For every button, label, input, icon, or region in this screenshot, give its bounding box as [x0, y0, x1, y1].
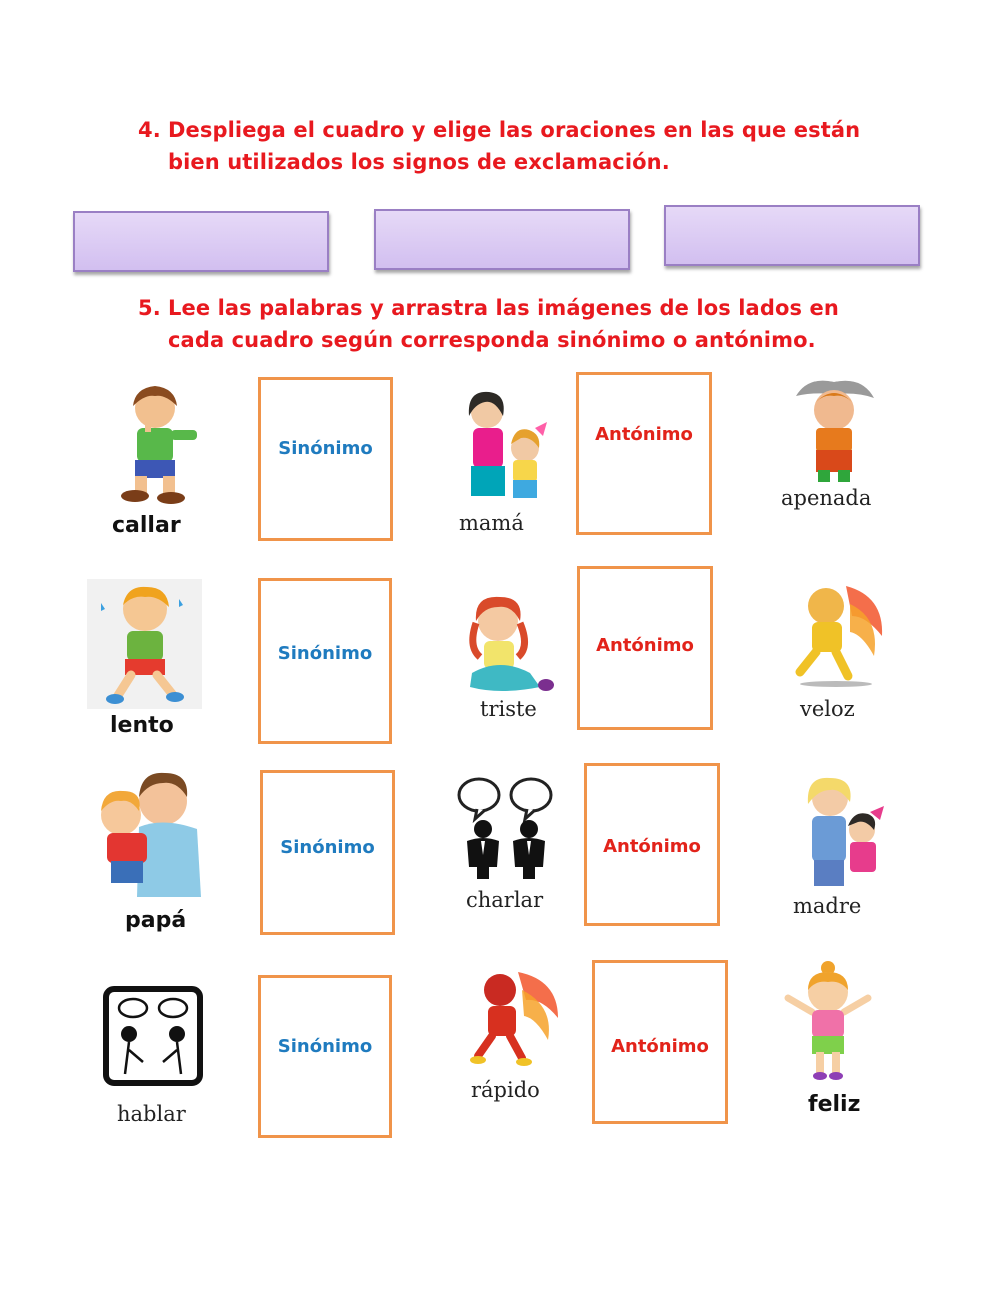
tired-boy-running-image: [87, 579, 202, 709]
synonym-dropzone-1[interactable]: [258, 377, 393, 541]
answer-dropdown-1[interactable]: [73, 211, 329, 272]
synonym-label: Sinónimo: [277, 1036, 373, 1057]
sad-child-image[interactable]: [788, 376, 880, 484]
synonym-label: Sinónimo: [280, 837, 375, 858]
word-rapido: rápido: [471, 1078, 540, 1102]
speedy-hero-image[interactable]: [462, 962, 562, 1074]
mother-hugging-girl-image[interactable]: [794, 770, 888, 890]
happy-girl-image[interactable]: [778, 960, 878, 1084]
word-feliz: feliz: [808, 1092, 861, 1117]
word-madre: madre: [793, 894, 862, 918]
crying-girl-image[interactable]: [460, 587, 556, 699]
synonym-dropzone-3[interactable]: [260, 770, 395, 935]
hablar-pictogram-image: [103, 986, 203, 1086]
synonym-dropzone-4[interactable]: [258, 975, 392, 1138]
antonym-label: Antónimo: [603, 836, 701, 857]
question-number: 5.: [138, 296, 161, 320]
word-mama: mamá: [459, 511, 524, 535]
word-callar: callar: [112, 513, 181, 538]
answer-dropdown-2[interactable]: [374, 209, 630, 270]
antonym-dropzone-2[interactable]: [577, 566, 713, 730]
word-lento: lento: [110, 713, 174, 738]
answer-dropdown-3[interactable]: [664, 205, 920, 266]
word-charlar: charlar: [466, 888, 544, 912]
question-text: Despliega el cuadro y elige las oraciones en las que están bien utilizados los signos de exclamación.: [168, 118, 861, 174]
synonym-dropzone-2[interactable]: [258, 578, 392, 744]
two-people-talking-image[interactable]: [455, 775, 557, 879]
antonym-dropzone-1[interactable]: [576, 372, 712, 535]
word-apenada: apenada: [781, 486, 872, 510]
fast-runner-image[interactable]: [786, 576, 886, 688]
question-number: 4.: [138, 118, 161, 142]
question-text: Lee las palabras y arrastra las imágenes de los lados en cada cuadro según corresponda sinónimo o antónimo.: [168, 296, 839, 352]
antonym-dropzone-4[interactable]: [592, 960, 728, 1124]
word-papa: papá: [125, 908, 187, 933]
antonym-label: Antónimo: [596, 635, 694, 656]
synonym-label: Sinónimo: [278, 438, 373, 459]
antonym-label: Antónimo: [611, 1036, 709, 1057]
antonym-label: Antónimo: [595, 424, 693, 445]
synonym-label: Sinónimo: [277, 643, 373, 664]
word-triste: triste: [480, 697, 537, 721]
question-4: [138, 114, 898, 180]
mother-hugging-daughter-image[interactable]: [455, 386, 555, 510]
boy-shushing-image: [105, 380, 205, 505]
word-veloz: veloz: [800, 697, 855, 721]
question-5: [138, 292, 898, 358]
antonym-dropzone-3[interactable]: [584, 763, 720, 926]
word-hablar: hablar: [117, 1102, 186, 1126]
father-hugging-son-image: [93, 767, 205, 897]
